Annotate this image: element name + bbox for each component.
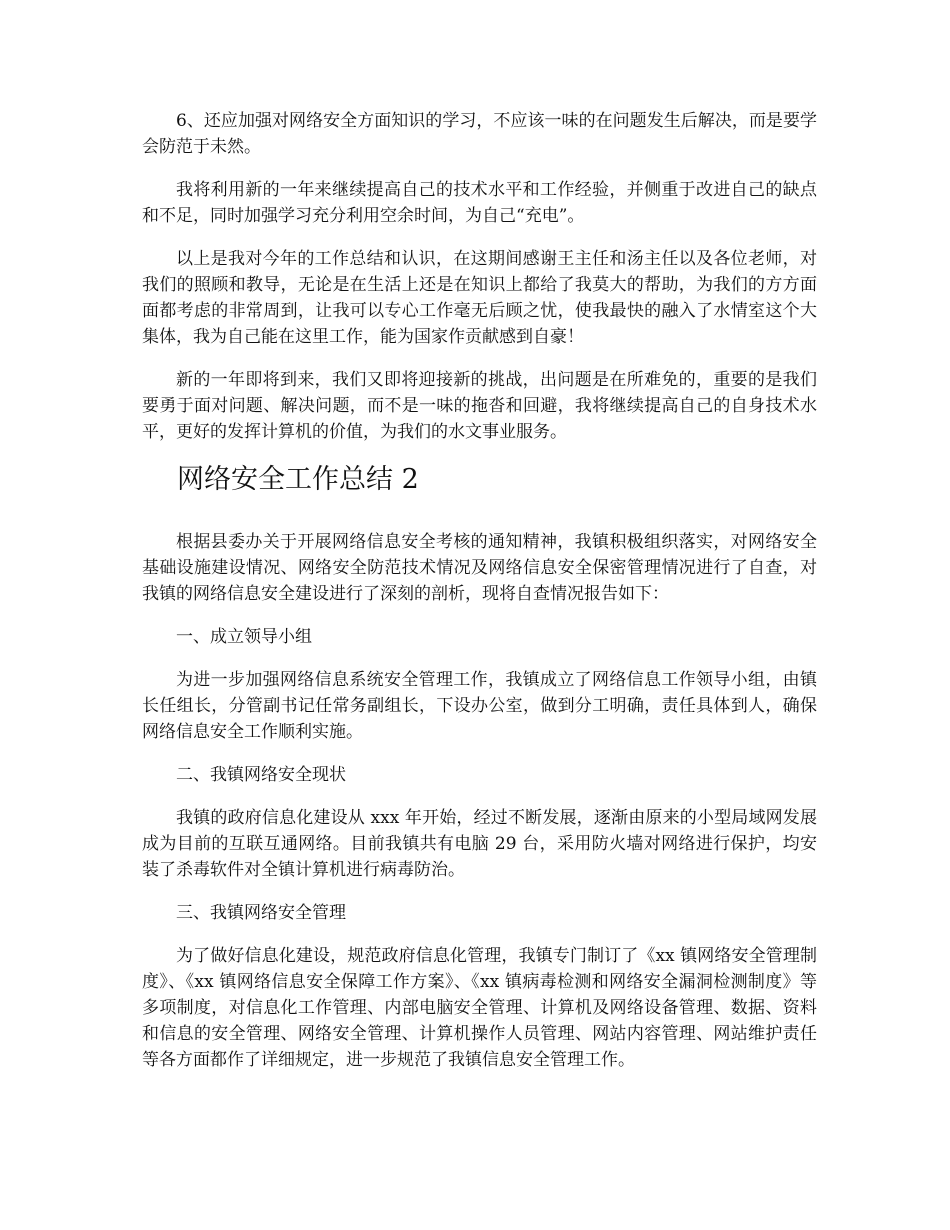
paragraph-item-6: 6、还应加强对网络安全方面知识的学习，不应该一味的在问题发生后解决，而是要学会防范于未然。 bbox=[142, 111, 817, 157]
paragraph-plan: 我将利用新的一年来继续提高自己的技术水平和工作经验，并侧重于改进自己的缺点和不足，同时加强学习充分利用空余时间，为自己“充电”。 bbox=[142, 180, 817, 226]
subheading-network-management: 三、我镇网络安全管理 bbox=[176, 903, 346, 923]
document-page bbox=[142, 108, 817, 1090]
section-title: 网络安全工作总结 2 bbox=[177, 464, 419, 495]
paragraph-new-year: 新的一年即将到来，我们又即将迎接新的挑战，出问题是在所难免的，重要的是我们要勇于面对问题、解决问题，而不是一味的拖沓和回避，我将继续提高自己的自身技术水平，更好的发挥计算机的价值，为我们的水文事业服务。 bbox=[142, 370, 817, 442]
paragraph-network-management: 为了做好信息化建设，规范政府信息化管理，我镇专门制订了《xx 镇网络安全管理制度》、《xx 镇网络信息安全保障工作方案》、《xx 镇病毒检测和网络安全漏洞检测制度》等多项制度，对信息化工作管理、内部电脑安全管理、计算机及网络设备管理、数据、资料和信息的安全管理、网络安全管理、计算机操作人员管理、网站内容管理、网站维护责任等各方面都作了详细规定，进一步规范了我镇信息安全管理工作。 bbox=[142, 946, 817, 1070]
paragraph-network-status: 我镇的政府信息化建设从 xxx 年开始，经过不断发展，逐渐由原来的小型局域网发展成为目前的互联互通网络。目前我镇共有电脑 29 台，采用防火墙对网络进行保护，均安装了杀毒软件对全镇计算机进行病毒防治。 bbox=[142, 808, 817, 880]
subheading-network-status: 二、我镇网络安全现状 bbox=[176, 765, 346, 785]
paragraph-intro: 根据县委办关于开展网络信息安全考核的通知精神，我镇积极组织落实，对网络安全基础设施建设情况、网络安全防范技术情况及网络信息安全保密管理情况进行了自查，对我镇的网络信息安全建设进行了深刻的剖析，现将自查情况报告如下： bbox=[142, 532, 817, 604]
subheading-leadership-group: 一、成立领导小组 bbox=[176, 627, 312, 647]
paragraph-thanks: 以上是我对今年的工作总结和认识，在这期间感谢王主任和汤主任以及各位老师，对我们的照顾和教导，无论是在生活上还是在知识上都给了我莫大的帮助，为我们的方方面面都考虑的非常周到，让我可以专心工作毫无后顾之忧，使我最快的融入了水情室这个大集体，我为自己能在这里工作，能为国家作贡献感到自豪！ bbox=[142, 249, 817, 347]
paragraph-leadership-group: 为进一步加强网络信息系统安全管理工作，我镇成立了网络信息工作领导小组，由镇长任组长，分管副书记任常务副组长，下设办公室，做到分工明确，责任具体到人，确保网络信息安全工作顺利实施。 bbox=[142, 670, 817, 742]
